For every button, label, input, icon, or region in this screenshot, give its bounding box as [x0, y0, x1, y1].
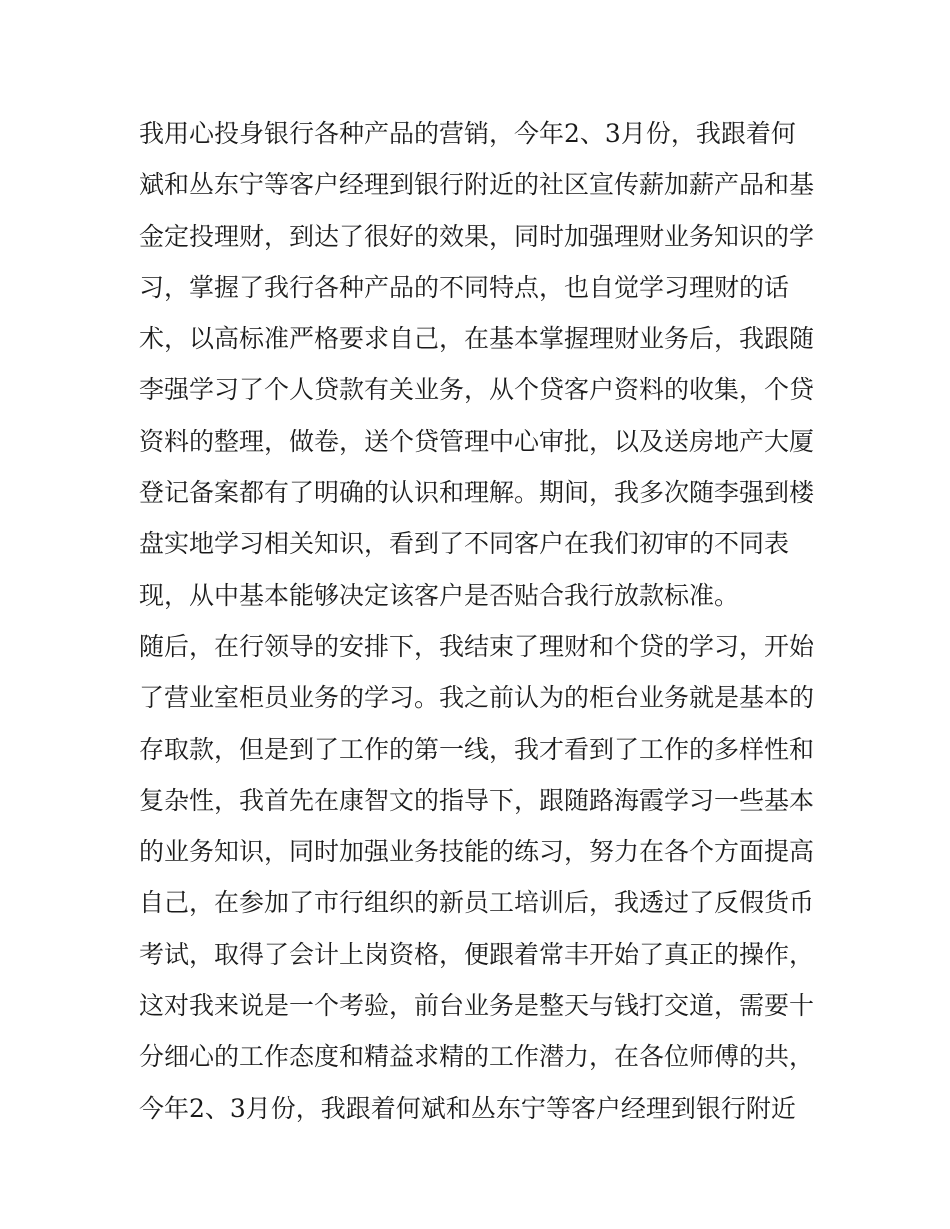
text-line: 的业务知识，同时加强业务技能的练习，努力在各个方面提高 [139, 837, 815, 867]
text-line: 这对我来说是一个考验，前台业务是整天与钱打交道，需要十 [139, 991, 815, 1021]
text-line: 今年2、3月份，我跟着何斌和丛东宁等客户经理到银行附近 [139, 1093, 796, 1123]
text-line: 我用心投身银行各种产品的营销，今年2、3月份，我跟着何 [139, 119, 796, 148]
text-line: 资料的整理，做卷，送个贷管理中心审批，以及送房地产大厦 [139, 426, 815, 456]
text-line: 分细心的工作态度和精益求精的工作潜力，在各位师傅的共， [139, 1042, 815, 1072]
text-line: 存取款，但是到了工作的第一线，我才看到了工作的多样性和 [139, 734, 815, 764]
text-line: 盘实地学习相关知识，看到了不同客户在我们初审的不同表 [139, 529, 790, 559]
text-line: 金定投理财，到达了很好的效果，同时加强理财业务知识的学 [139, 221, 815, 251]
text-line: 复杂性，我首先在康智文的指导下，跟随路海霞学习一些基本 [139, 785, 815, 815]
text-line: 习，掌握了我行各种产品的不同特点，也自觉学习理财的话 [139, 272, 790, 302]
text-line: 登记备案都有了明确的认识和理解。期间，我多次随李强到楼 [139, 478, 815, 508]
text-line: 李强学习了个人贷款有关业务，从个贷客户资料的收集，个贷 [139, 375, 815, 405]
text-line: 术，以高标准严格要求自己，在基本掌握理财业务后，我跟随 [139, 324, 815, 354]
document-body [139, 108, 829, 1134]
text-line: 了营业室柜员业务的学习。我之前认为的柜台业务就是基本的 [139, 683, 815, 713]
text-line: 斌和丛东宁等客户经理到银行附近的社区宣传薪加薪产品和基 [139, 170, 815, 200]
text-line: 随后，在行领导的安排下，我结束了理财和个贷的学习，开始 [139, 631, 815, 661]
text-line: 现，从中基本能够决定该客户是否贴合我行放款标准。 [139, 580, 740, 610]
text-line: 考试，取得了会计上岗资格，便跟着常丰开始了真正的操作， [139, 939, 815, 969]
text-line: 自己，在参加了市行组织的新员工培训后，我透过了反假货币 [139, 888, 815, 918]
